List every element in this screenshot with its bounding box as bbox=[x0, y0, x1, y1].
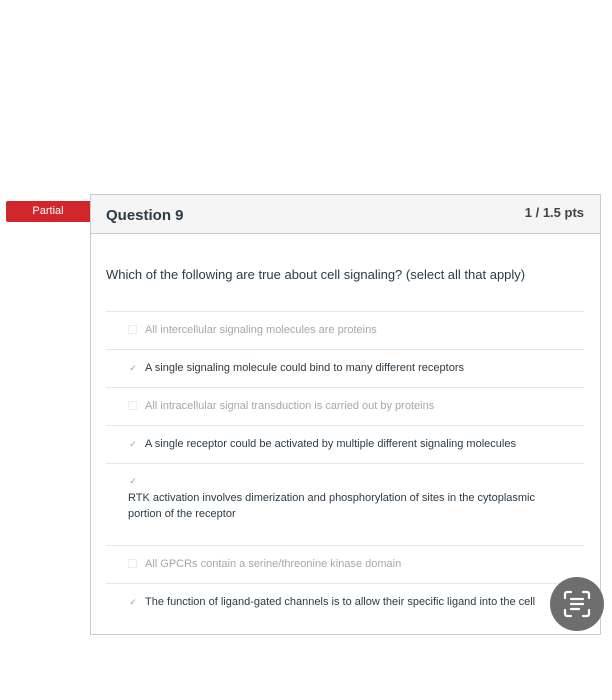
checkmark-icon: ✓ bbox=[129, 363, 137, 373]
answer-checkbox-empty-icon bbox=[128, 325, 137, 334]
answer-label: RTK activation involves dimerization and phosphorylation of sites in the cytoplasmic portion of the receptor bbox=[128, 492, 535, 520]
partial-status-badge: Partial bbox=[6, 201, 98, 222]
answer-list bbox=[106, 311, 584, 621]
answer-label: A single receptor could be activated by multiple different signaling molecules bbox=[145, 438, 516, 450]
answer-option-6[interactable] bbox=[106, 545, 584, 583]
question-title: Question 9 bbox=[106, 207, 184, 224]
answer-option-2[interactable] bbox=[106, 349, 584, 387]
question-points: 1 / 1.5 pts bbox=[524, 205, 584, 220]
checkmark-icon: ✓ bbox=[129, 597, 137, 607]
text-scan-icon bbox=[562, 589, 592, 619]
question-text: Which of the following are true about cell signaling? (select all that apply) bbox=[106, 267, 526, 282]
answer-option-7[interactable] bbox=[106, 583, 584, 621]
question-card bbox=[90, 194, 601, 635]
checkmark-icon: ✓ bbox=[129, 476, 137, 486]
answer-label: All GPCRs contain a serine/threonine kinase domain bbox=[145, 558, 402, 570]
question-header bbox=[91, 195, 600, 234]
answer-label: The function of ligand-gated channels is to allow their specific ligand into the cell bbox=[145, 596, 536, 608]
text-scan-button[interactable] bbox=[550, 577, 604, 631]
answer-label: All intercellular signaling molecules are proteins bbox=[145, 324, 377, 336]
checkmark-icon: ✓ bbox=[129, 439, 137, 449]
answer-label: All intracellular signal transduction is carried out by proteins bbox=[145, 400, 435, 412]
answer-option-3[interactable] bbox=[106, 387, 584, 425]
answer-label: A single signaling molecule could bind to many different receptors bbox=[145, 362, 464, 374]
answer-checkbox-empty-icon bbox=[128, 559, 137, 568]
answer-option-5[interactable] bbox=[106, 463, 584, 545]
answer-option-4[interactable] bbox=[106, 425, 584, 463]
answer-option-1[interactable] bbox=[106, 311, 584, 349]
answer-checkbox-empty-icon bbox=[128, 401, 137, 410]
